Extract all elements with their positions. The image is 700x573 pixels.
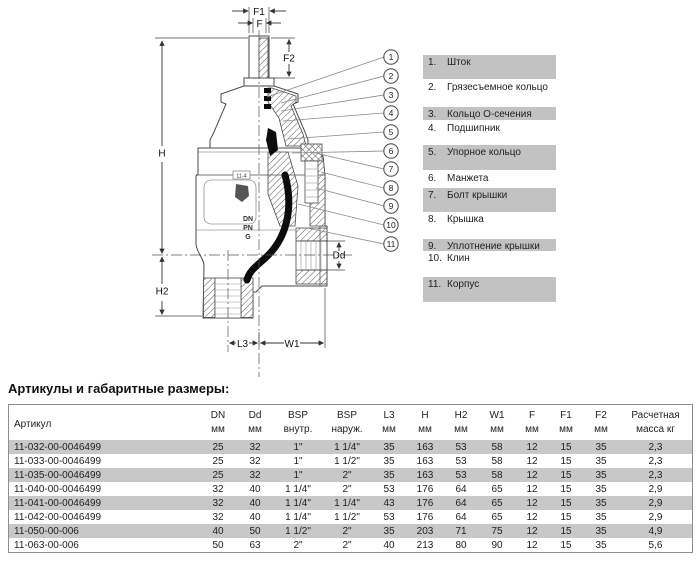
value-cell: 35	[371, 468, 407, 482]
article-cell: 11-032-00-0046499	[9, 440, 199, 454]
callout-number: 10	[386, 220, 396, 230]
value-cell: 35	[583, 440, 619, 454]
value-cell: 176	[416, 511, 434, 523]
column-header: H	[421, 410, 429, 421]
value-cell: 25	[199, 440, 237, 454]
dim-dd: Dd	[332, 250, 346, 262]
spec-table-wrap	[8, 404, 693, 553]
table-row	[9, 496, 692, 510]
value-cell: 1 1/2"	[273, 524, 323, 538]
value-cell: 53	[455, 455, 467, 467]
column-unit: мм	[211, 424, 225, 435]
part-label: Уплотнение крышки	[447, 241, 540, 252]
value-cell: 163	[407, 468, 443, 482]
parts-list-item	[423, 239, 556, 251]
value-cell: 12	[515, 496, 549, 510]
value-cell: 1"	[293, 455, 303, 467]
value-cell: 2,9	[619, 496, 692, 510]
dim-f2: F2	[283, 53, 295, 65]
valve-diagram	[0, 0, 420, 385]
value-cell: 90	[491, 539, 503, 551]
article-cell: 11-041-00-0046499	[9, 496, 199, 510]
value-cell: 15	[549, 440, 583, 454]
value-cell: 32	[249, 455, 261, 467]
column-unit: мм	[594, 424, 608, 435]
value-cell: 163	[416, 455, 434, 467]
value-cell: 2"	[323, 468, 371, 482]
value-cell: 40	[199, 524, 237, 538]
section-title: Артикулы и габаритные размеры:	[8, 381, 230, 396]
value-cell: 32	[212, 511, 224, 523]
value-cell: 25	[212, 455, 224, 467]
value-cell: 32	[199, 496, 237, 510]
value-cell: 15	[560, 539, 572, 551]
table-row	[9, 510, 692, 524]
callout-number: 2	[388, 71, 394, 81]
table-row	[9, 482, 692, 496]
dim-h2: H2	[155, 286, 169, 298]
parts-list-item	[423, 188, 556, 212]
part-label: Корпус	[447, 279, 480, 290]
value-cell: 12	[526, 539, 538, 551]
value-cell: 40	[249, 511, 261, 523]
part-label: Шток	[447, 57, 471, 68]
value-cell: 1 1/4"	[323, 440, 371, 454]
column-header: BSP	[336, 410, 357, 421]
value-cell: 2"	[293, 539, 303, 551]
value-cell: 35	[383, 455, 395, 467]
parts-list-item	[423, 121, 556, 134]
value-cell: 35	[595, 539, 607, 551]
value-cell: 15	[549, 468, 583, 482]
column-unit: мм	[525, 424, 539, 435]
column-header: Расчетная	[631, 410, 680, 421]
value-cell: 1"	[273, 440, 323, 454]
callout-number: 8	[388, 183, 394, 193]
value-cell: 163	[407, 440, 443, 454]
dim-w1: W1	[284, 338, 300, 350]
part-number: 3.	[428, 109, 437, 120]
column-header: Артикул	[14, 419, 52, 430]
column-header: Dd	[248, 410, 262, 421]
parts-list	[423, 0, 556, 312]
cast-pn: PN	[243, 225, 253, 232]
value-cell: 12	[526, 511, 538, 523]
column-unit: масса кг	[636, 424, 675, 435]
column-header: DN	[210, 410, 226, 421]
article-cell: 11-050-00-006	[9, 524, 199, 538]
value-cell: 2,3	[619, 440, 692, 454]
value-cell: 15	[560, 483, 572, 495]
value-cell: 213	[416, 539, 434, 551]
value-cell: 35	[371, 524, 407, 538]
value-cell: 203	[407, 524, 443, 538]
part-label: Кольцо О-сечения	[447, 109, 532, 120]
value-cell: 2"	[342, 539, 352, 551]
article-cell: 11-040-00-0046499	[14, 483, 102, 495]
value-cell: 1 1/2"	[334, 511, 360, 523]
callout-leader	[316, 188, 384, 206]
column-header: F	[528, 410, 536, 421]
value-cell: 64	[455, 511, 467, 523]
value-cell: 176	[416, 483, 434, 495]
value-cell: 12	[526, 483, 538, 495]
value-cell: 35	[583, 496, 619, 510]
article-cell: 11-035-00-0046499	[9, 468, 199, 482]
parts-list-item	[423, 212, 556, 226]
value-cell: 58	[479, 468, 515, 482]
value-cell: 15	[549, 496, 583, 510]
column-unit: мм	[248, 424, 262, 435]
value-cell: 2,3	[619, 468, 692, 482]
value-cell: 53	[443, 440, 479, 454]
column-unit: мм	[418, 424, 432, 435]
value-cell: 50	[212, 539, 224, 551]
parts-list-item	[423, 107, 556, 120]
value-cell: 2,3	[648, 455, 663, 467]
part-number: 7.	[428, 190, 437, 201]
value-cell: 15	[560, 511, 572, 523]
value-cell: 35	[583, 468, 619, 482]
value-cell: 4,9	[619, 524, 692, 538]
value-cell: 1 1/4"	[323, 496, 371, 510]
value-cell: 1 1/4"	[285, 511, 311, 523]
part-number: 10.	[428, 253, 442, 264]
value-cell: 35	[595, 511, 607, 523]
value-cell: 176	[407, 496, 443, 510]
value-cell: 12	[515, 468, 549, 482]
value-cell: 35	[371, 440, 407, 454]
value-cell: 58	[479, 440, 515, 454]
value-cell: 12	[515, 440, 549, 454]
part-label: Болт крышки	[447, 190, 508, 201]
part-label: Крышка	[447, 214, 484, 225]
cast-dn: DN	[242, 216, 254, 223]
value-cell: 65	[479, 496, 515, 510]
parts-list-item	[423, 80, 556, 94]
parts-list-item	[423, 145, 556, 170]
callout-leader	[321, 172, 384, 188]
value-cell: 1 1/4"	[285, 483, 311, 495]
part-number: 9.	[428, 241, 437, 252]
value-cell: 25	[199, 468, 237, 482]
value-cell: 32	[237, 468, 273, 482]
value-cell: 35	[595, 483, 607, 495]
value-cell: 2"	[342, 483, 352, 495]
article-cell: 11-042-00-0046499	[14, 511, 102, 523]
column-header: H2	[454, 410, 468, 421]
value-cell: 50	[237, 524, 273, 538]
callout-number: 6	[388, 146, 394, 156]
dim-h: H	[158, 148, 166, 160]
part-number: 8.	[428, 214, 437, 225]
value-cell: 2,9	[648, 511, 663, 523]
table-row	[9, 538, 692, 552]
value-cell: 58	[491, 455, 503, 467]
part-number: 6.	[428, 173, 437, 184]
table-row	[9, 468, 692, 482]
value-cell: 75	[479, 524, 515, 538]
value-cell: 40	[237, 496, 273, 510]
value-cell: 53	[443, 468, 479, 482]
callout-number: 9	[388, 201, 394, 211]
callout-number: 3	[388, 90, 394, 100]
column-header: L3	[383, 410, 395, 421]
value-cell: 1 1/4"	[273, 496, 323, 510]
part-label: Упорное кольцо	[447, 147, 521, 158]
column-unit: внутр.	[283, 424, 313, 435]
part-number: 5.	[428, 147, 437, 158]
article-cell: 11-063-00-006	[14, 539, 79, 551]
column-unit: мм	[454, 424, 468, 435]
value-cell: 2,9	[648, 483, 663, 495]
part-label: Грязесъемное кольцо	[447, 82, 548, 93]
column-unit: наруж.	[331, 424, 363, 435]
value-cell: 1 1/2"	[334, 455, 360, 467]
value-cell: 32	[212, 483, 224, 495]
value-cell: 1"	[273, 468, 323, 482]
part-number: 11.	[428, 279, 442, 290]
value-cell: 12	[515, 524, 549, 538]
parts-list-item	[423, 277, 556, 302]
value-cell: 35	[595, 455, 607, 467]
part-number: 2.	[428, 82, 437, 93]
callout-leader	[281, 76, 384, 103]
callout-number: 11	[386, 239, 396, 249]
part-label: Манжета	[447, 173, 489, 184]
column-header: W1	[489, 410, 505, 421]
part-number: 4.	[428, 123, 437, 134]
value-cell: 80	[455, 539, 467, 551]
column-header: F1	[560, 410, 572, 421]
column-header: BSP	[287, 410, 308, 421]
value-cell: 71	[443, 524, 479, 538]
value-cell: 12	[526, 455, 538, 467]
part-label: Клин	[447, 253, 470, 264]
dim-f1: F1	[253, 6, 265, 18]
callout-number: 1	[388, 52, 394, 62]
dim-f: F	[256, 18, 263, 30]
callout-number: 7	[388, 164, 394, 174]
value-cell: 63	[249, 539, 261, 551]
column-header: F2	[595, 410, 607, 421]
parts-list-item	[423, 55, 556, 79]
value-cell: 40	[383, 539, 395, 551]
part-number: 1.	[428, 57, 437, 68]
value-cell: 15	[560, 455, 572, 467]
value-cell: 53	[383, 511, 395, 523]
value-cell: 53	[383, 483, 395, 495]
cast-code: 11-4	[236, 173, 247, 180]
value-cell: 40	[249, 483, 261, 495]
value-cell: 15	[549, 524, 583, 538]
parts-list-item	[423, 171, 556, 185]
value-cell: 64	[443, 496, 479, 510]
value-cell: 65	[491, 483, 503, 495]
column-unit: мм	[559, 424, 573, 435]
table-row	[9, 454, 692, 468]
value-cell: 43	[371, 496, 407, 510]
parts-list-item	[423, 251, 556, 265]
callout-number: 4	[388, 108, 394, 118]
dim-l3: L3	[236, 338, 249, 350]
value-cell: 32	[237, 440, 273, 454]
cast-g: G	[245, 234, 251, 241]
table-row	[9, 440, 692, 454]
value-cell: 2"	[323, 524, 371, 538]
value-cell: 5,6	[648, 539, 663, 551]
spec-table	[9, 405, 692, 552]
column-unit: мм	[490, 424, 504, 435]
part-label: Подшипник	[447, 123, 500, 134]
value-cell: 35	[583, 524, 619, 538]
callout-number: 5	[388, 127, 394, 137]
article-cell: 11-033-00-0046499	[14, 455, 102, 467]
table-row	[9, 524, 692, 538]
value-cell: 65	[491, 511, 503, 523]
column-unit: мм	[382, 424, 396, 435]
value-cell: 64	[455, 483, 467, 495]
